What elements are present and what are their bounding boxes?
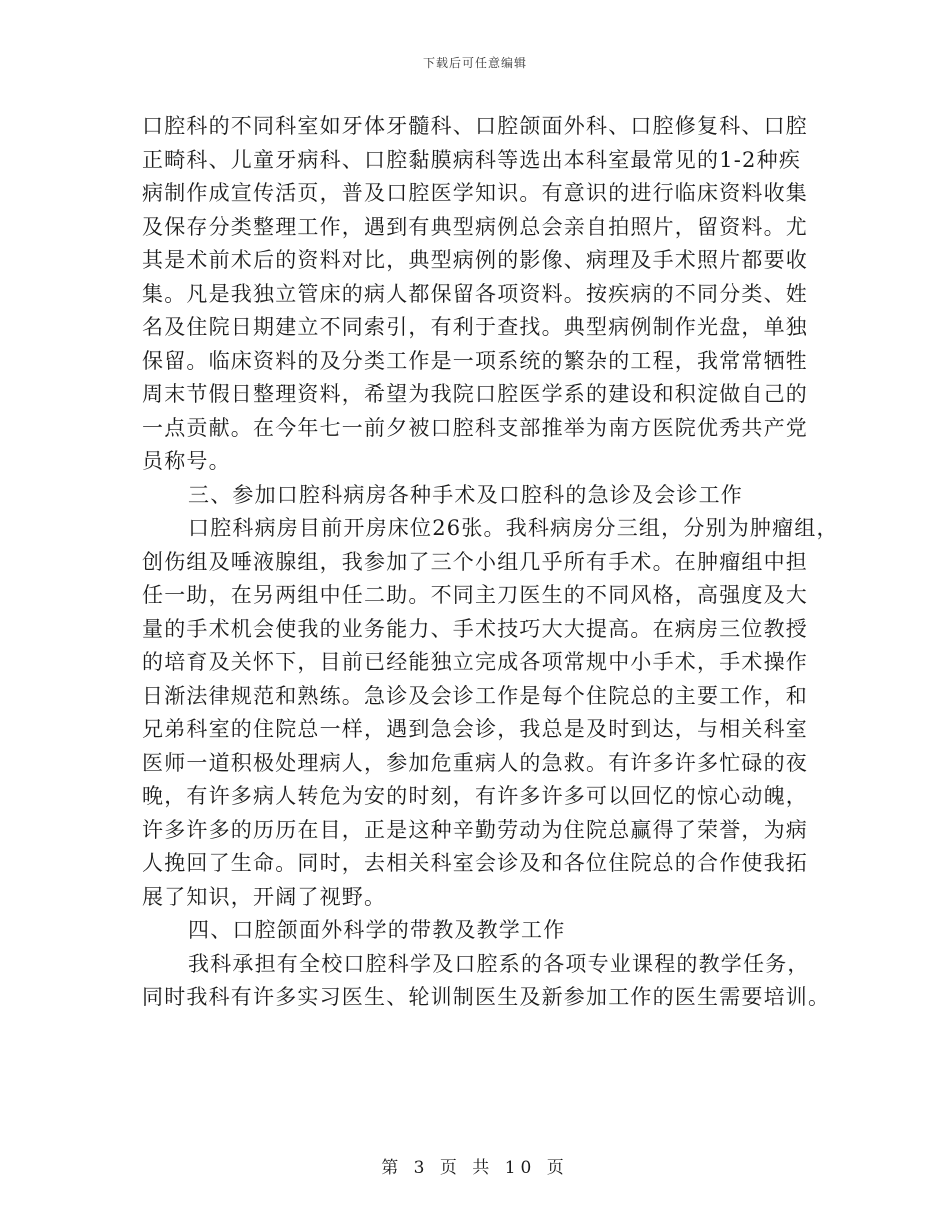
- document-body: [142, 110, 839, 1015]
- text-line: 集。凡是我独立管床的病人都保留各项资料。按疾病的不同分类、姓: [142, 281, 808, 306]
- text-line: 员称号。: [142, 449, 231, 473]
- text-line: 许多许多的历历在目，正是这种辛勤劳动为住院总赢得了荣誉，为病: [142, 817, 808, 842]
- page-header: 下载后可任意编辑: [422, 56, 527, 70]
- text-line: 的培育及关怀下，目前已经能独立完成各项常规中小手术，手术操作: [142, 650, 808, 674]
- text-line: 医师一道积极处理病人，参加危重病人的急救。有许多许多忙碌的夜: [142, 750, 808, 775]
- text-line: 我科承担有全校口腔科学及口腔系的各项专业课程的教学任务，: [188, 951, 810, 976]
- text-line: 量的手术机会使我的业务能力、手术技巧大大提高。在病房三位教授: [142, 616, 808, 641]
- text-line: 病制作成宣传活页，普及口腔医学知识。有意识的进行临床资料收集: [142, 181, 808, 205]
- text-line: 四、口腔颌面外科学的带教及教学工作: [188, 918, 566, 942]
- text-line: 同时我科有许多实习医生、轮训制医生及新参加工作的医生需要培训。: [142, 985, 831, 1009]
- text-line: 人挽回了生命。同时，去相关科室会诊及和各位住院总的合作使我拓: [142, 851, 808, 875]
- text-line: 任一助，在另两组中任二助。不同主刀医生的不同风格，高强度及大: [142, 583, 808, 607]
- text-line: 日渐法律规范和熟练。急诊及会诊工作是每个住院总的主要工作，和: [142, 683, 808, 708]
- text-line: 正畸科、儿童牙病科、口腔黏膜病科等选出本科室最常见的1-2种疾: [142, 147, 802, 172]
- text-line: 三、参加口腔科病房各种手术及口腔科的急诊及会诊工作: [188, 482, 743, 507]
- text-line: 创伤组及唾液腺组，我参加了三个小组几乎所有手术。在肿瘤组中担: [142, 549, 808, 574]
- text-line: 一点贡献。在今年七一前夕被口腔科支部推举为南方医院优秀共产党: [142, 415, 808, 440]
- text-line: 名及住院日期建立不同索引，有利于查找。典型病例制作光盘，单独: [142, 315, 808, 339]
- text-line: 周末节假日整理资料，希望为我院口腔医学系的建设和积淀做自己的: [142, 382, 808, 406]
- text-line: 及保存分类整理工作，遇到有典型病例总会亲自拍照片，留资料。尤: [142, 214, 808, 239]
- text-line: 口腔科病房目前开房床位26张。我科病房分三组，分别为肿瘤组，: [188, 516, 839, 540]
- text-line: 展了知识，开阔了视野。: [142, 884, 387, 909]
- text-line: 口腔科的不同科室如牙体牙髓科、口腔颌面外科、口腔修复科、口腔: [142, 114, 808, 138]
- text-line: 其是术前术后的资料对比，典型病例的影像、病理及手术照片都要收: [142, 248, 808, 272]
- text-line: 晚，有许多病人转危为安的时刻，有许多许多可以回忆的惊心动魄，: [142, 784, 808, 808]
- page-footer: 第 3 页 共 10 页: [381, 1158, 569, 1178]
- text-line: 保留。临床资料的及分类工作是一项系统的繁杂的工程，我常常牺牲: [142, 348, 808, 373]
- text-line: 兄弟科室的住院总一样，遇到急会诊，我总是及时到达，与相关科室: [142, 717, 808, 741]
